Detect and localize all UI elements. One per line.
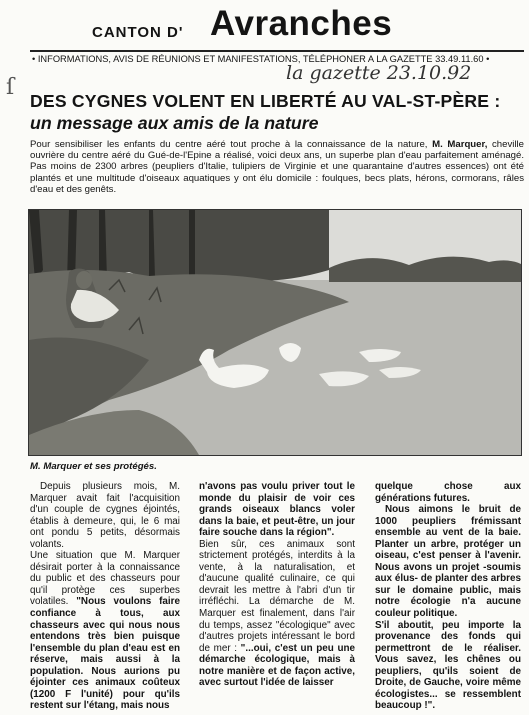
col3-quote-2: Nous aimons le bruit de 1000 peupliers frémissant ensemble au vent de la baie. Planter un arbre, protéger un oiseau, c'est penser à l'avenir. Nous avons un projet -soumis aux élus- de planter des arbres sur le domaine public, mais notre écologie n'a aucune couleur politique. [375, 504, 521, 620]
article-headline: DES CYGNES VOLENT EN LIBERTÉ AU VAL-ST-PÈRE : [30, 91, 501, 111]
article-photo [28, 209, 522, 456]
col1-paragraph-2 [30, 550, 180, 712]
col2-quote-2: "...oui, c'est un peu une démarche écologique, mais à notre manière et de façon active, avec surtout l'idée de laisser [199, 642, 355, 689]
article-column-1 [30, 481, 180, 712]
canton-label: CANTON D' [92, 24, 184, 41]
col1-paragraph-1: Depuis plusieurs mois, M. Marquer avait fait l'acquisition d'un couple de cygnes éjointés, établis à demeure, qui, le 6 mai ont pondu 5 petits, désormais volants. [30, 481, 180, 550]
col3-quote-1: quelque chose aux générations futures. [375, 481, 521, 504]
article-column-2 [199, 481, 355, 689]
col2-paragraph-2 [199, 539, 355, 689]
col1-quote: "Nous voulons faire confiance à tous, aux chasseurs avec qui nous nous entendons très bien puisque l'ensemble du plan d'eau est en réserve, mais aussi à la population. Nous aurions pu éjointer ces animaux coûteux (1200 F l'unité) pour qu'ils restent sur l'étang, mais nous [30, 596, 180, 712]
corner-mark-icon: ſ [6, 75, 15, 100]
handwritten-note: la gazette 23.10.92 [286, 62, 472, 84]
intro-text-b: cheville ouvrière du centre aéré du Gué-de-l'Epine a réalisé, voici deux ans, un superbe plan d'eau parfaitement aménagé. Pas moins de 2300 arbres (peupliers d'Italie, tulipiers de Virginie et une quarantaine d'autres essences) ont été plantés et une multitude d'oiseaux aquatiques y ont élu domicile : foulques, becs plats, hérons, cormorans, râles d'eau et des genêts. [30, 139, 524, 195]
canton-header [92, 6, 522, 46]
intro-name: M. Marquer, [432, 139, 488, 150]
col2-quote: n'avons pas voulu priver tout le monde du plaisir de voir ces grands oiseaux blancs voler dans la baie, et peut-être, un jour faire souche dans la région". [199, 481, 355, 539]
col3-paragraph-1 [375, 481, 521, 504]
photo-caption: M. Marquer et ses protégés. [30, 461, 157, 472]
article-subheadline: un message aux amis de la nature [30, 113, 319, 133]
col1-text: Une situation que M. Marquer désirait porter à la connaissance du public et des chasseurs pour qu'il protège ces superbes volatiles. [30, 550, 180, 608]
col3-paragraph-2 [375, 504, 521, 619]
swans-pond-image [29, 210, 521, 455]
col2-text: Bien sûr, ces animaux sont strictement protégés, interdits à la vente, à la naturalisation, et d'aucune qualité culinaire, ce qui devrait les mettre à l'abri d'un tir irréfléchi. La démarche de M. Marquer est finalement, dans l'air du temps, assez "écologique" avec d'autres projets intéressant le bord de mer : [199, 538, 355, 654]
info-line: • INFORMATIONS, AVIS DE RÉUNIONS ET MANIFESTATIONS, TÉLÉPHONER A LA GAZETTE 33.49.11.60 • [32, 54, 490, 64]
col3-paragraph-3 [375, 620, 521, 712]
city-title: Avranches [210, 4, 393, 43]
intro-text-a: Pour sensibiliser les enfants du centre aéré tout proche à la connaissance de la nature, [30, 139, 433, 150]
header-rule [30, 50, 524, 52]
col3-quote-3: S'il aboutit, peu importe la provenance des fonds qui permettront de le réaliser. Vous savez, les chênes ou peupliers, qu'ils soient de Droite, de Gauche, voire même écologistes... se ressemblent beaucoup !". [375, 619, 521, 712]
article-column-3 [375, 481, 521, 712]
article-intro [30, 139, 524, 195]
col2-paragraph-1 [199, 481, 355, 539]
